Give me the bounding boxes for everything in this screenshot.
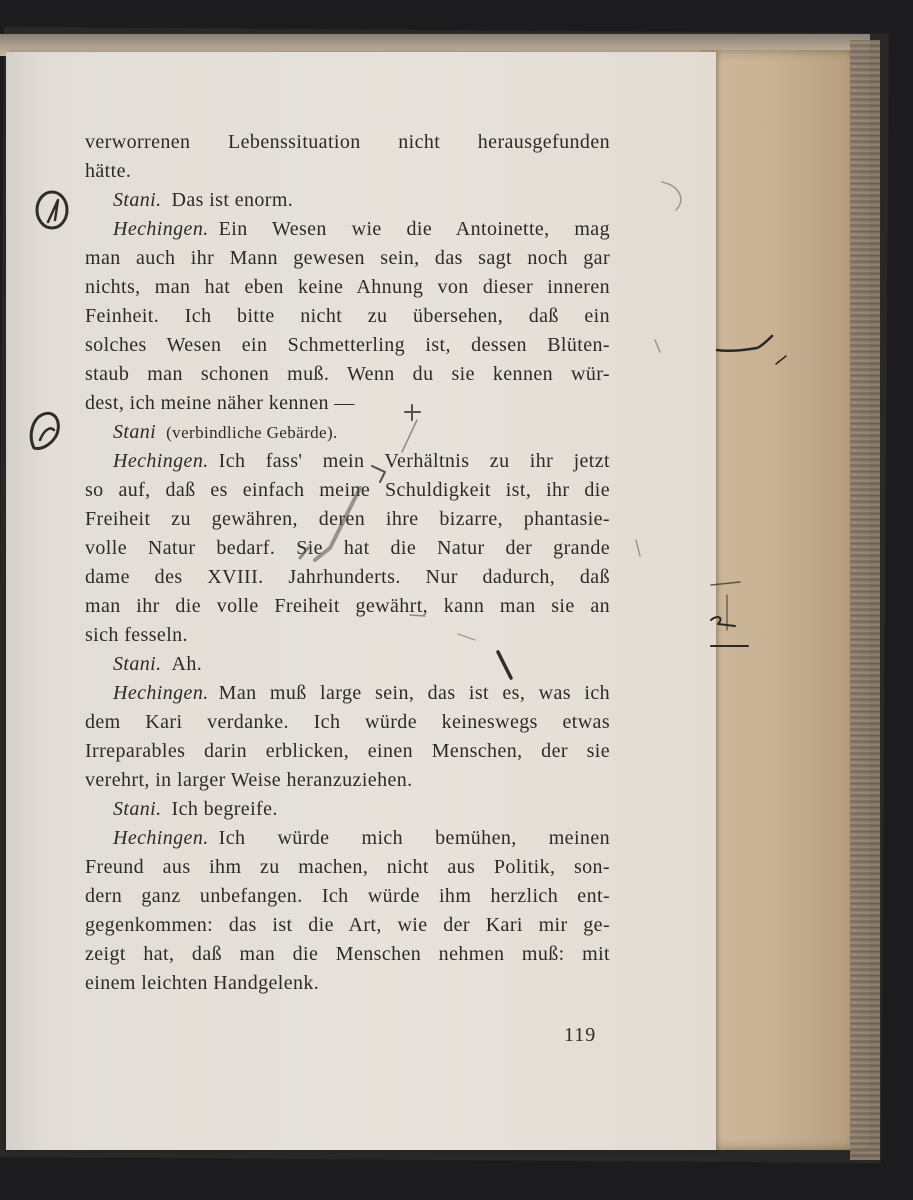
page-number: 119	[564, 1024, 597, 1046]
line-text: Ah.	[171, 653, 203, 675]
facing-page-marks	[711, 336, 786, 646]
stage-direction: (verbindliche Gebärde).	[166, 423, 338, 442]
line-text: Irreparables darin erblicken, einen Menschen, der sie	[85, 740, 610, 762]
line-text: hätte.	[85, 160, 132, 182]
speaker-name: Hechingen.	[113, 218, 209, 240]
line-text: staub man schonen muß. Wenn du sie kennen wür-	[85, 363, 610, 385]
line-text: man ihr die volle Freiheit gewährt, kann man sie an	[85, 595, 610, 617]
line-text: volle Natur bedarf. Sie hat die Natur der grande	[85, 537, 610, 559]
line-text: Das ist enorm.	[171, 189, 294, 211]
line-text: Freund aus ihm zu machen, nicht aus Politik, son-	[85, 856, 610, 878]
pencil-slash	[498, 652, 511, 678]
speaker-name: Stani.	[113, 189, 162, 211]
speaker-name: Stani.	[113, 798, 162, 820]
line-text: zeigt hat, daß man die Menschen nehmen muß: mit	[85, 943, 610, 965]
line-text: Ich würde mich bemühen, meinen	[218, 827, 610, 849]
line-text: Ein Wesen wie die Antoinette, mag	[218, 218, 610, 240]
speaker-name: Hechingen.	[113, 450, 209, 472]
line-text: verehrt, in larger Weise heranzuziehen.	[85, 769, 413, 791]
bleed-through-specks	[636, 182, 681, 556]
line-text: dest, ich meine näher kennen —	[85, 392, 355, 414]
line-text: so auf, daß es einfach meine Schuldigkeit ist, ihr die	[85, 479, 610, 501]
margin-circled-mark-1	[37, 192, 67, 228]
line-text: Ich begreife.	[171, 798, 278, 820]
line-text: solches Wesen ein Schmetterling ist, dessen Blüten-	[85, 334, 610, 356]
line-text: dem Kari verdanke. Ich würde keineswegs etwas	[85, 711, 610, 733]
speaker-name: Hechingen.	[113, 682, 209, 704]
speaker-name: Hechingen.	[113, 827, 209, 849]
speaker-name: Stani	[113, 421, 157, 443]
line-text: nichts, man hat eben keine Ahnung von dieser inneren	[85, 276, 610, 298]
line-text: Freiheit zu gewähren, deren ihre bizarre, phantasie-	[85, 508, 610, 530]
line-text: Feinheit. Ich bitte nicht zu übersehen, daß ein	[85, 305, 610, 327]
speaker-name: Stani.	[113, 653, 162, 675]
line-text: Ich fass' mein Verhältnis zu ihr jetzt	[218, 450, 610, 472]
line-text: Man muß large sein, das ist es, was ich	[218, 682, 610, 704]
insertion-strokes	[300, 405, 475, 640]
line-text: sich fesseln.	[85, 624, 188, 646]
line-text: verworrenen Lebenssituation nicht herausgefunden	[85, 131, 610, 153]
margin-circled-mark-2	[31, 413, 58, 448]
line-text: gegenkommen: das ist die Art, wie der Kari mir ge-	[85, 914, 610, 936]
line-text: einem leichten Handgelenk.	[85, 972, 320, 994]
line-text: dern ganz unbefangen. Ich würde ihm herzlich ent-	[85, 885, 610, 907]
line-text: man auch ihr Mann gewesen sein, das sagt noch gar	[85, 247, 610, 269]
line-text: dame des XVIII. Jahrhunderts. Nur dadurch, daß	[85, 566, 610, 588]
